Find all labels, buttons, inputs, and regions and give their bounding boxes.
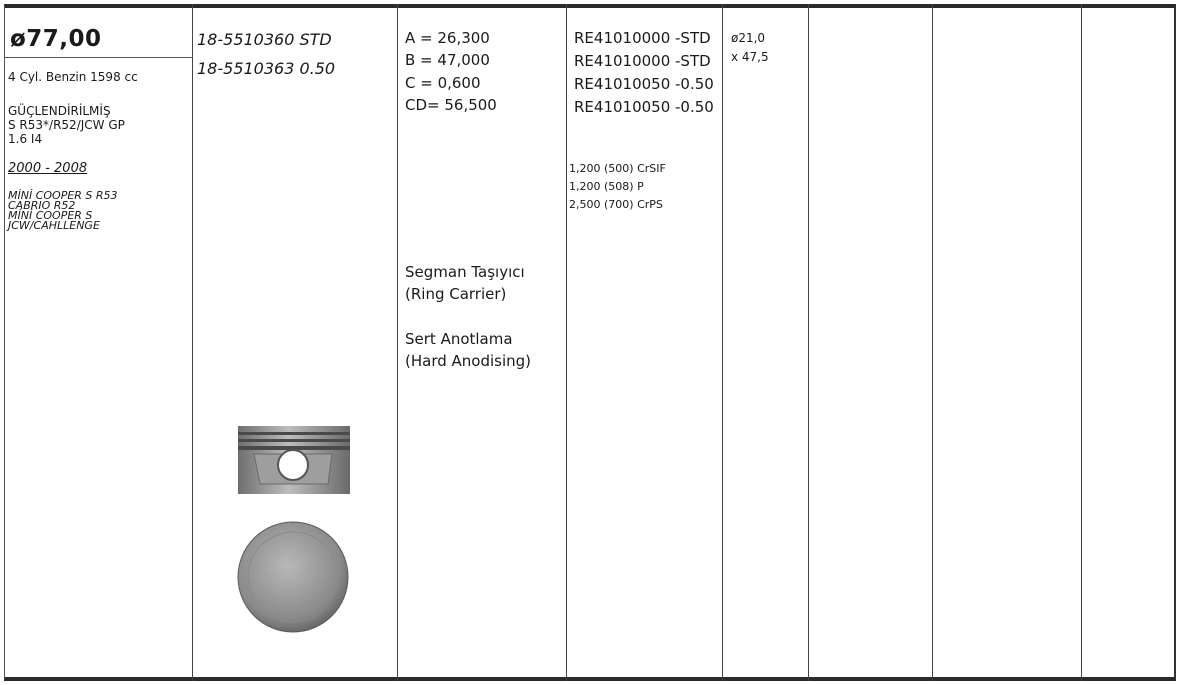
ring-specs	[569, 160, 666, 214]
feature-hard-anodising	[405, 328, 531, 372]
feature-name-tr: Sert Anotlama	[405, 330, 513, 348]
feature-name-en: (Ring Carrier)	[405, 285, 507, 303]
column-divider	[1081, 4, 1082, 681]
dimension-value: B = 47,000	[405, 51, 490, 69]
vehicle-models	[8, 191, 118, 231]
feature-name-tr: Segman Taşıyıcı	[405, 263, 525, 281]
column-divider	[397, 4, 398, 681]
column-divider	[808, 4, 809, 681]
model-line: CABRIO R52	[8, 199, 76, 212]
dimension-value: CD= 56,500	[405, 96, 497, 114]
column-divider	[566, 4, 567, 681]
engine-description: 4 Cyl. Benzin 1598 cc	[8, 70, 138, 84]
engine-spec	[8, 104, 125, 146]
model-line: MİNİ COOPER S R53	[8, 189, 118, 202]
ring-set-number: RE41010050 -0.50	[574, 75, 714, 93]
spec-line: 1.6 I4	[8, 132, 43, 146]
ring-set-number: RE41010000 -STD	[574, 29, 711, 47]
ring-spec-line: 2,500 (700) CrPS	[569, 198, 663, 211]
spec-line: S R53*/R52/JCW GP	[8, 118, 125, 132]
spec-line: GÜÇLENDİRİLMİŞ	[8, 104, 111, 118]
piston-top-view-icon	[234, 519, 352, 635]
column-divider	[192, 4, 193, 681]
part-number: 18-5510363 0.50	[197, 59, 336, 78]
ring-spec-line: 1,200 (508) P	[569, 180, 644, 193]
piston-pin-size	[731, 29, 769, 67]
piston-side-view-icon	[232, 424, 357, 498]
feature-ring-carrier	[405, 261, 525, 305]
ring-spec-line: 1,200 (500) CrSIF	[569, 162, 666, 175]
pin-diameter: ø21,0	[731, 31, 766, 45]
ring-set-number: RE41010000 -STD	[574, 52, 711, 70]
part-number: 18-5510360 STD	[197, 30, 332, 49]
piston-diameter: ø77,00	[10, 26, 102, 52]
column-divider	[932, 4, 933, 681]
feature-name-en: (Hard Anodising)	[405, 352, 532, 370]
ring-set-number: RE41010050 -0.50	[574, 98, 714, 116]
dimension-value: A = 26,300	[405, 29, 490, 47]
model-years: 2000 - 2008	[8, 161, 88, 176]
column-divider	[722, 4, 723, 681]
model-line: MİNİ COOPER S	[8, 209, 93, 222]
model-line: JCW/CAHLLENGE	[8, 219, 100, 232]
diameter-underline	[5, 57, 192, 58]
pin-length: x 47,5	[731, 50, 769, 64]
dimension-value: C = 0,600	[405, 74, 481, 92]
